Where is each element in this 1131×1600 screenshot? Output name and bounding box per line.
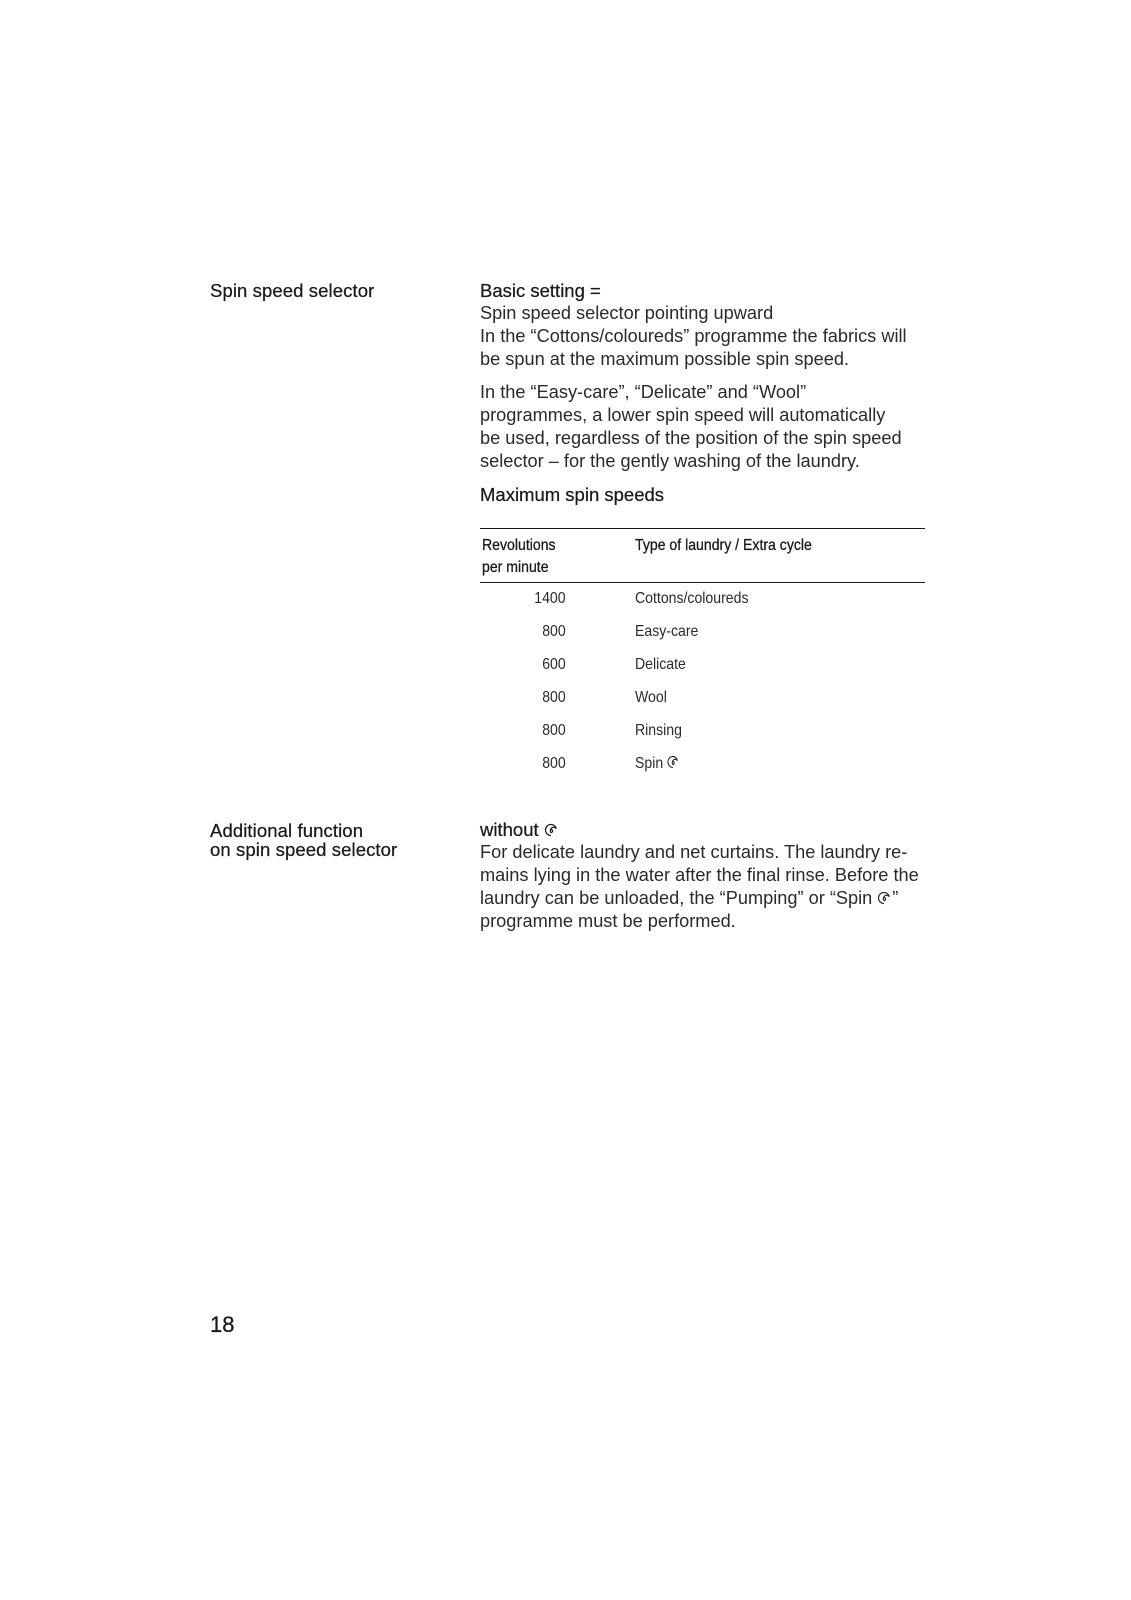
spin-spiral-icon: [667, 755, 679, 769]
table-row: [480, 715, 925, 748]
paragraph-line: For delicate laundry and net curtains. The laundry re-: [480, 842, 908, 862]
paragraph-line: selector – for the gently washing of the laundry.: [480, 451, 860, 471]
spin-spiral-icon: [544, 823, 558, 837]
table-body: [480, 583, 925, 781]
section-heading-text: Spin speed selector: [210, 280, 375, 301]
paragraph-line: programmes, a lower spin speed will automatically: [480, 405, 886, 425]
programme-spin-paragraph: [480, 381, 925, 473]
table-row: [480, 616, 925, 649]
page-number: 18: [210, 1312, 235, 1337]
cell-rpm: 800: [542, 623, 566, 640]
section-heading-additional-function: [210, 821, 397, 859]
cell-rpm: 800: [542, 689, 566, 706]
paragraph-line: be spun at the maximum possible spin speed.: [480, 349, 850, 369]
table-row: [480, 682, 925, 715]
section-heading-line: Additional function: [210, 820, 364, 841]
cell-rpm: 600: [542, 656, 566, 673]
basic-setting-paragraph: [480, 302, 925, 371]
table-row: [480, 748, 925, 781]
max-spin-speeds-table: [480, 528, 925, 781]
section-heading-line: on spin speed selector: [210, 839, 398, 860]
table-row: [480, 649, 925, 682]
section-spin-speed-body: [480, 279, 925, 506]
cell-type: Delicate: [635, 656, 686, 673]
cell-type: Rinsing: [635, 722, 682, 739]
cell-type: Spin: [635, 754, 679, 774]
cell-rpm: 800: [542, 755, 566, 772]
paragraph-line: programme must be performed.: [480, 911, 736, 931]
cell-type: Easy-care: [635, 623, 699, 640]
section-additional-function-body: [480, 818, 925, 933]
section-heading-spin-speed-selector: [210, 281, 374, 300]
paragraph-line: laundry can be unloaded, the “Pumping” or “Spin ”: [480, 888, 899, 908]
cell-rpm: 1400: [534, 590, 566, 607]
paragraph-line: mains lying in the water after the final rinse. Before the: [480, 865, 919, 885]
maximum-spin-speeds-heading: Maximum spin speeds: [480, 484, 665, 505]
table-header: [480, 529, 925, 582]
cell-type: Wool: [635, 689, 667, 706]
paragraph-line: be used, regardless of the position of the spin speed: [480, 428, 902, 448]
basic-setting-heading: Basic setting =: [480, 280, 601, 301]
paragraph-line: In the “Cottons/coloureds” programme the fabrics will: [480, 326, 907, 346]
paragraph-line: In the “Easy-care”, “Delicate” and “Wool”: [480, 382, 807, 402]
cell-rpm: 800: [542, 722, 566, 739]
without-spin-heading: without: [480, 818, 925, 841]
column-header-rpm: [482, 535, 556, 579]
column-header-type: Type of laundry / Extra cycle: [635, 537, 812, 554]
column-header-line: Revolutions: [482, 537, 556, 554]
paragraph-line: Spin speed selector pointing upward: [480, 303, 774, 323]
cell-type: Cottons/coloureds: [635, 590, 749, 607]
table-row: [480, 583, 925, 616]
spin-spiral-icon: [877, 891, 891, 905]
without-spin-paragraph: [480, 841, 925, 933]
column-header-line: per minute: [482, 559, 549, 576]
